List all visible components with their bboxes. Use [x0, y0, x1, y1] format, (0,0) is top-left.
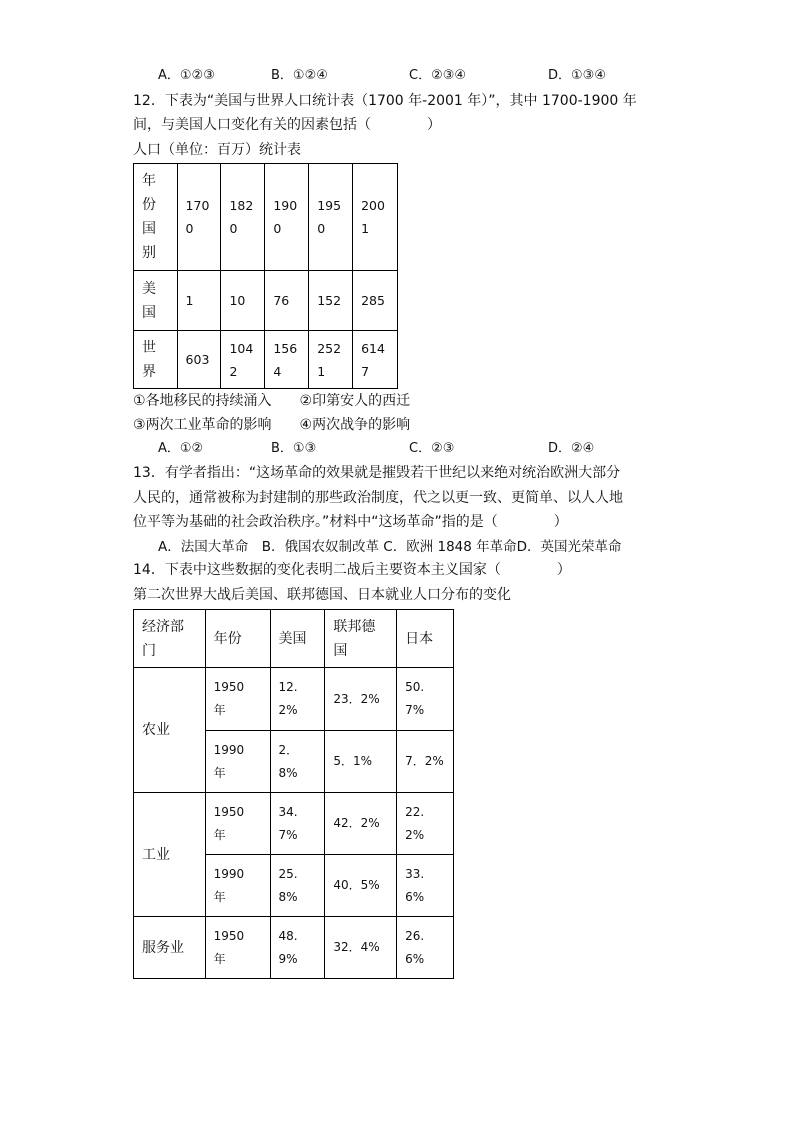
sector-text: 服务业	[142, 939, 184, 956]
employment-table	[133, 609, 454, 979]
q12-statement-1: ①各地移民的持续涌入 ②印第安人的西迁	[133, 393, 411, 409]
value-cell	[397, 793, 454, 855]
value-text: 33.	[405, 866, 425, 881]
header-text: 经济部	[142, 618, 184, 635]
prev-option-b: B．①②④	[271, 68, 328, 83]
value-text: 1	[317, 363, 326, 379]
value-cell	[221, 331, 265, 389]
value-text: 6%	[405, 889, 425, 904]
year-text: 年	[213, 765, 226, 780]
value-cell	[270, 855, 325, 917]
sector-cell-agriculture	[134, 668, 206, 793]
q12-table-title: 人口（单位：百万）统计表	[133, 142, 301, 158]
value-text: 4	[273, 363, 282, 379]
value-text: 285	[361, 293, 385, 308]
prev-option-a: A．①②③	[158, 68, 215, 83]
year-cell	[221, 164, 265, 271]
value-text: 603	[185, 352, 210, 367]
q12-option-b: B．①③	[271, 441, 317, 456]
value-cell	[270, 668, 325, 731]
header-west-germany	[325, 610, 397, 668]
value-text: 50.	[405, 680, 425, 694]
q13-options: A．法国大革命 B．俄国农奴制改革 C．欧洲 1848 年革命D．英国光荣革命	[158, 539, 622, 555]
sector-text: 农业	[142, 722, 170, 738]
q12-text-line1: 12．下表为“美国与世界人口统计表（1700 年-2001 年）”，其中 1700-1900 年	[133, 93, 637, 109]
value-text: 614	[361, 340, 385, 356]
table-row	[134, 668, 454, 731]
year-text: 1	[361, 221, 370, 236]
year-cell	[205, 793, 270, 855]
country-label: 界	[142, 363, 156, 380]
value-text: 23．2%	[333, 691, 380, 706]
header-text: 年份	[213, 630, 242, 647]
value-text: 40．5%	[333, 878, 380, 892]
header-label-line: 年	[142, 173, 156, 189]
value-text: 6%	[405, 951, 425, 966]
country-cell-us	[134, 271, 178, 331]
header-year	[205, 610, 270, 668]
prev-option-d: D．①③④	[548, 68, 606, 83]
year-cell	[353, 164, 398, 271]
header-text: 国	[333, 642, 348, 659]
value-cell	[270, 793, 325, 855]
sector-cell-industry	[134, 793, 206, 917]
year-cell	[205, 731, 270, 793]
value-cell	[309, 331, 353, 389]
value-text: 10	[229, 293, 246, 308]
header-japan	[397, 610, 454, 668]
q12-option-a: A．①②	[158, 441, 204, 456]
country-cell-world	[134, 331, 178, 389]
value-cell	[325, 668, 397, 731]
year-text: 182	[229, 198, 254, 213]
value-cell	[353, 331, 398, 389]
value-text: 252	[317, 340, 342, 356]
value-text: 25.	[278, 866, 298, 881]
q14-table-title: 第二次世界大战后美国、联邦德国、日本就业人口分布的变化	[133, 587, 511, 603]
year-text: 年	[213, 951, 226, 966]
value-text: 2	[229, 363, 238, 379]
value-text: 7．2%	[405, 754, 444, 768]
value-text: 7%	[405, 703, 425, 717]
value-cell	[309, 271, 353, 331]
header-label-line: 份	[142, 197, 156, 213]
q12-option-c: C．②③	[409, 441, 455, 456]
q12-statement-2: ③两次工业革命的影响 ④两次战争的影响	[133, 417, 411, 433]
value-text: 1	[185, 293, 194, 308]
value-text: 8%	[278, 889, 298, 904]
value-text: 104	[229, 340, 254, 356]
year-text: 1990	[213, 866, 245, 881]
value-cell	[325, 917, 397, 979]
value-text: 76	[273, 293, 290, 308]
country-label: 美	[142, 280, 156, 297]
table-row	[134, 164, 398, 271]
value-text: 156	[273, 340, 298, 356]
year-text: 0	[185, 221, 194, 236]
value-text: 32．4%	[333, 940, 380, 954]
year-text: 190	[273, 198, 298, 213]
value-cell	[325, 855, 397, 917]
year-cell	[309, 164, 353, 271]
value-cell	[325, 793, 397, 855]
year-text: 0	[317, 221, 326, 236]
header-text: 美国	[278, 630, 307, 647]
value-text: 34.	[278, 804, 298, 819]
year-cell	[205, 668, 270, 731]
header-year-country-cell	[134, 164, 178, 271]
header-us	[270, 610, 325, 668]
value-text: 7%	[278, 827, 298, 842]
value-text: 2%	[405, 827, 425, 842]
year-text: 1950	[213, 804, 245, 819]
value-text: 2%	[278, 703, 298, 717]
table-row	[134, 917, 454, 979]
population-table	[133, 163, 398, 389]
header-text: 门	[142, 642, 156, 659]
table-row	[134, 793, 454, 855]
country-label: 国	[142, 304, 156, 321]
table-row	[134, 271, 398, 331]
value-cell	[270, 731, 325, 793]
year-text: 年	[213, 889, 226, 904]
year-text: 200	[361, 198, 385, 213]
header-sector	[134, 610, 206, 668]
value-text: 2．8%	[278, 742, 299, 780]
q12-option-d: D．②④	[548, 441, 595, 456]
sector-text: 工业	[142, 846, 170, 863]
value-text: 7	[361, 363, 370, 379]
value-text: 22.	[405, 804, 425, 819]
table-row	[134, 331, 398, 389]
q13-text-line2: 人民的，通常被称为封建制的那些政治制度，代之以更一致、更简单、以人人地	[133, 490, 623, 506]
year-text: 1990	[213, 742, 245, 757]
year-text: 1950	[213, 928, 245, 943]
value-text: 9%	[278, 951, 298, 966]
value-text: 152	[317, 293, 342, 308]
year-cell	[205, 917, 270, 979]
year-cell	[265, 164, 309, 271]
year-text: 0	[273, 221, 282, 236]
value-cell	[177, 331, 221, 389]
value-cell	[270, 917, 325, 979]
header-label-line: 国	[142, 221, 156, 237]
value-cell	[397, 668, 454, 731]
year-text: 170	[185, 198, 210, 213]
year-text: 年	[213, 703, 226, 717]
value-cell	[265, 271, 309, 331]
value-cell	[265, 331, 309, 389]
value-text: 12.	[278, 680, 298, 694]
value-cell	[221, 271, 265, 331]
header-text: 联邦德	[333, 618, 376, 635]
year-text: 195	[317, 198, 342, 213]
q14-text-line1: 14．下表中这些数据的变化表明二战后主要资本主义国家（ ）	[133, 562, 571, 578]
table-row	[134, 610, 454, 668]
year-cell	[177, 164, 221, 271]
value-text: 5．1%	[333, 754, 373, 768]
prev-option-c: C．②③④	[409, 68, 467, 83]
year-text: 1950	[213, 680, 245, 694]
value-text: 26.	[405, 928, 425, 943]
value-cell	[397, 855, 454, 917]
q13-text-line1: 13．有学者指出：“这场革命的效果就是摧毁若干世纪以来绝对统治欧洲大部分	[133, 465, 621, 481]
value-cell	[353, 271, 398, 331]
header-text: 日本	[405, 630, 434, 647]
value-cell	[177, 271, 221, 331]
header-label-line: 别	[142, 245, 156, 261]
value-text: 42．2%	[333, 816, 380, 830]
sector-cell-services	[134, 917, 206, 979]
value-text: 48.	[278, 928, 298, 943]
q13-text-line3: 位平等为基础的社会政治秩序。”材料中“这场革命”指的是（ ）	[133, 514, 568, 530]
value-cell	[325, 731, 397, 793]
year-cell	[205, 855, 270, 917]
year-text: 年	[213, 827, 226, 842]
value-cell	[397, 917, 454, 979]
country-label: 世	[142, 339, 156, 356]
value-cell	[397, 731, 454, 793]
q12-text-line2: 间，与美国人口变化有关的因素包括（ ）	[133, 117, 441, 133]
year-text: 0	[229, 221, 238, 236]
